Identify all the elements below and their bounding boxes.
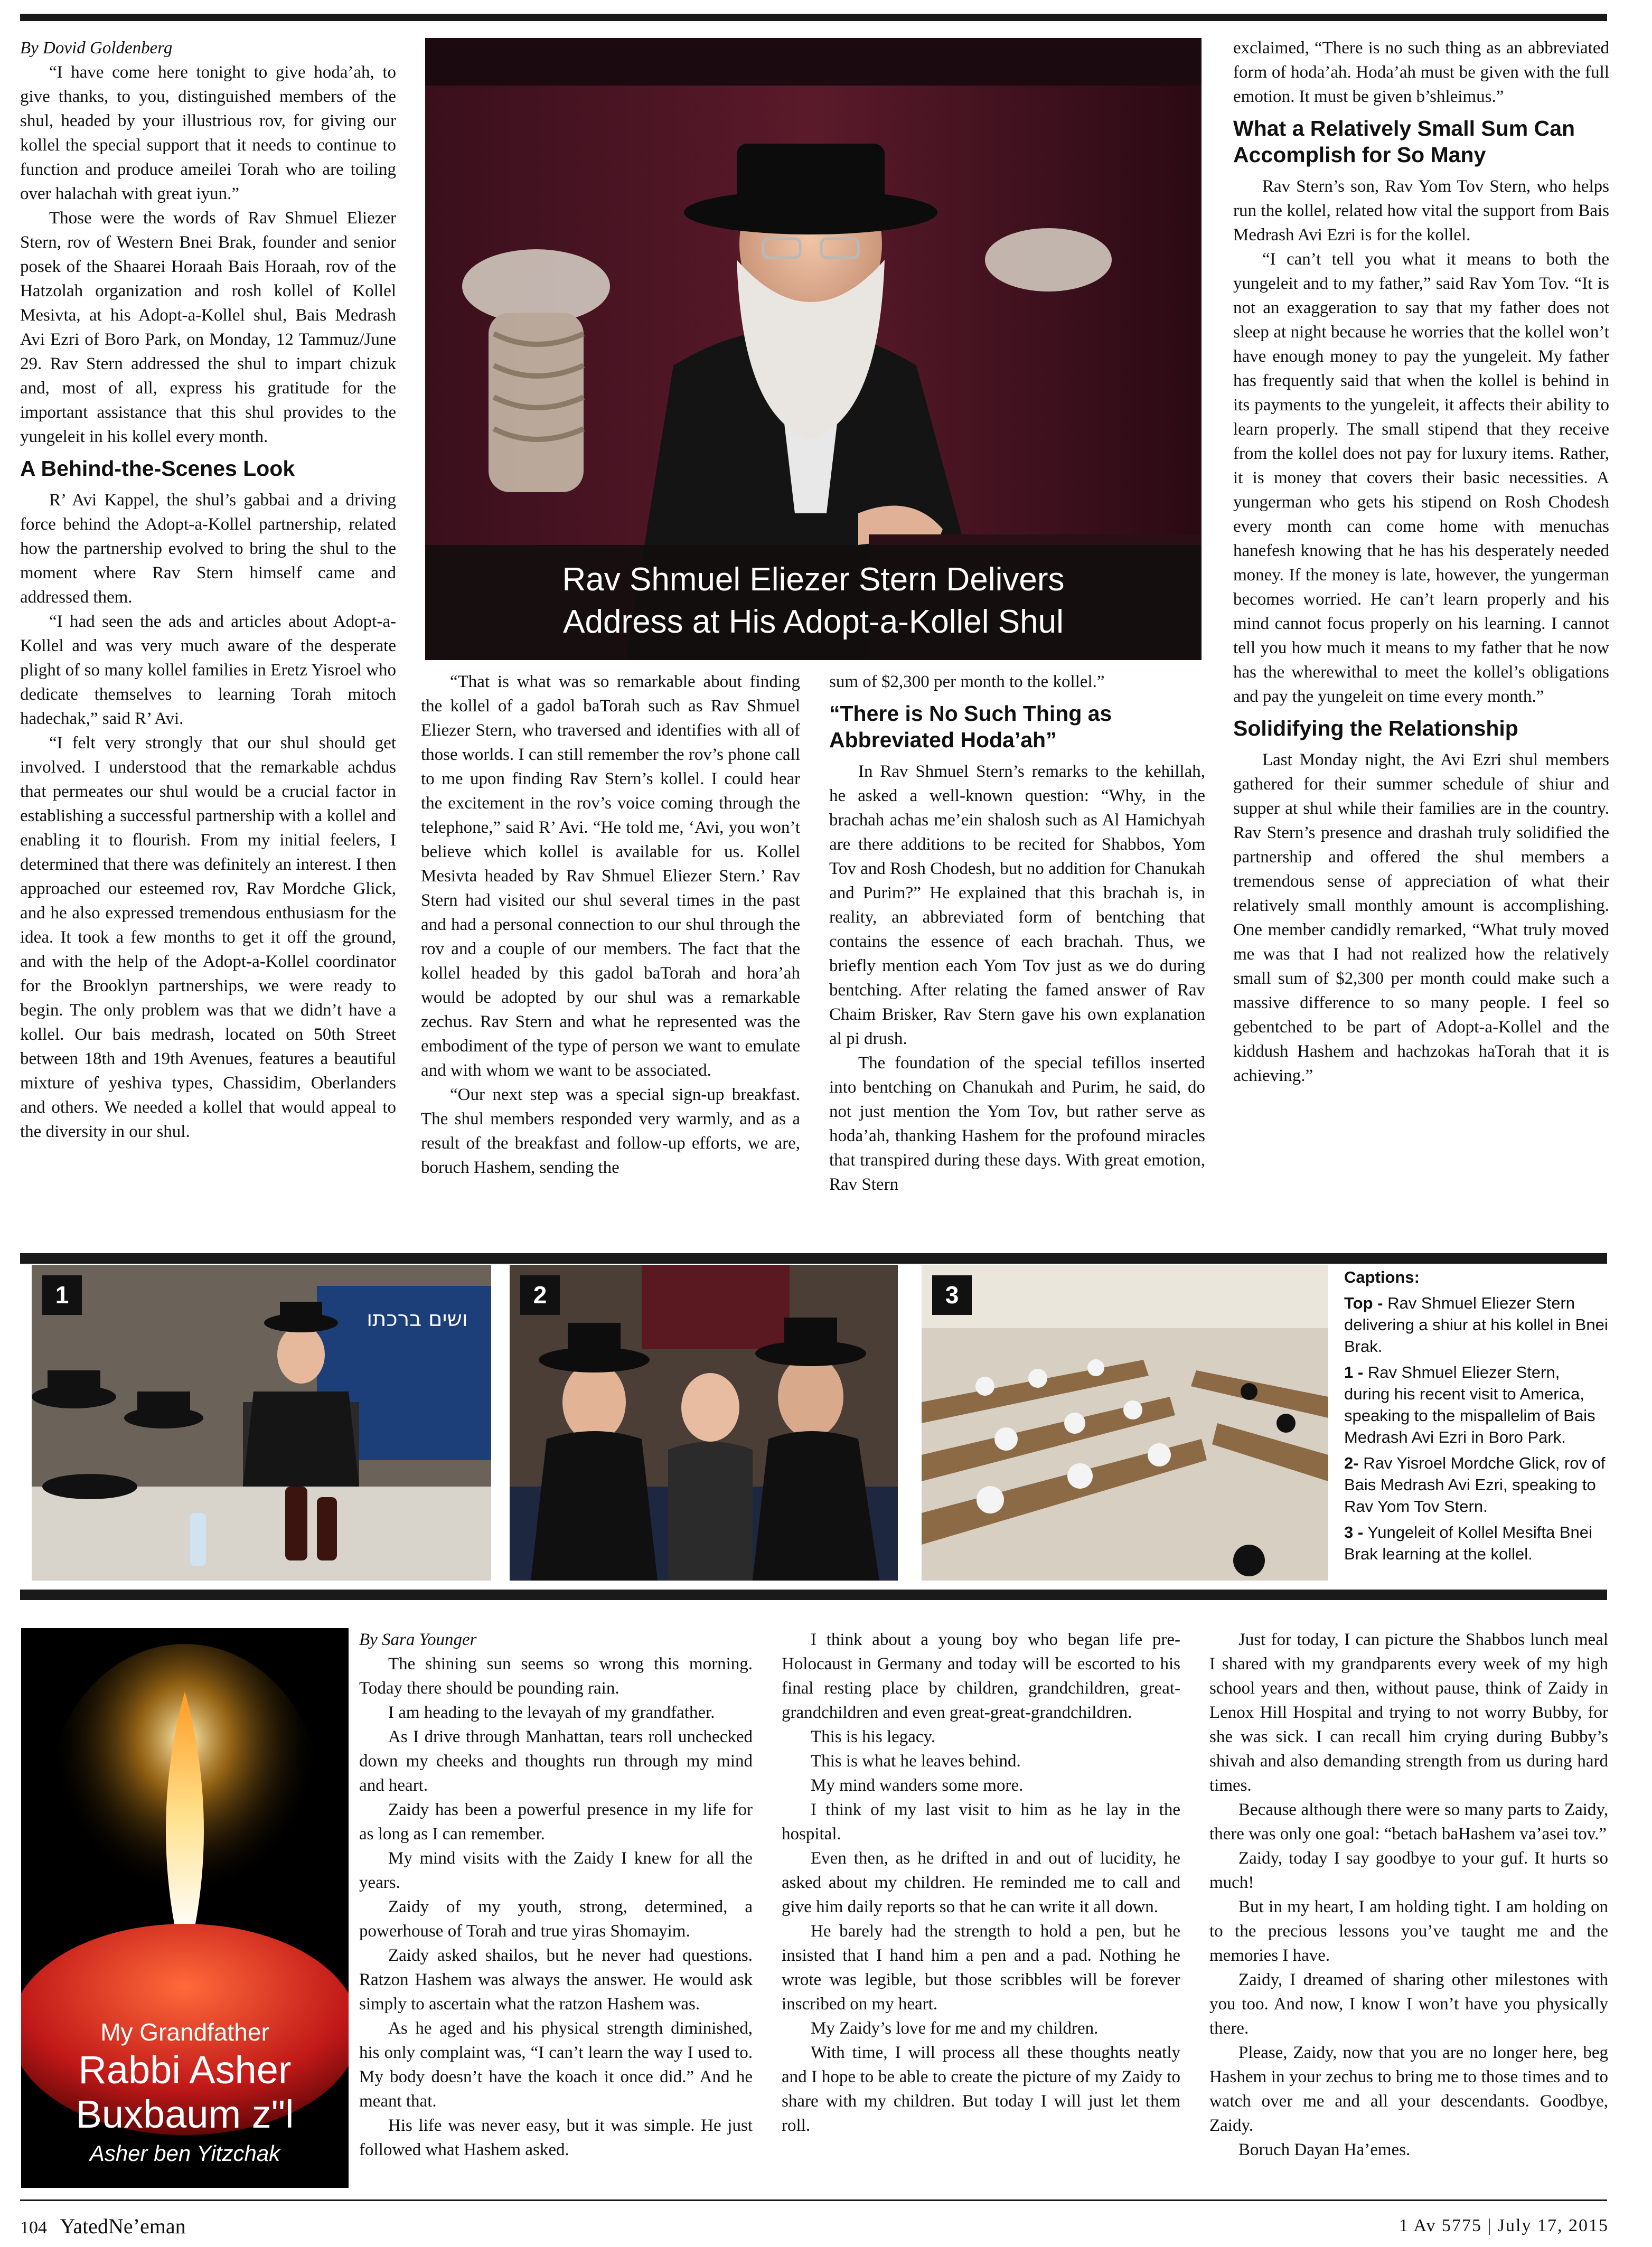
article1-column-3 [829,670,1205,1197]
paragraph: I am heading to the levayah of my grandfather. [388,1703,715,1722]
paragraph: Even then, as he drifted in and out of lucidity, he asked about my children. He reminded me to call and give him daily reports so that he can write it all down. [782,1849,1180,1916]
paragraph: As he aged and his physical strength diminished, his only complaint was, “I can’t learn the way I used to. My body doesn’t have the koach it once did.” And he meant that. [359,2019,753,2111]
paragraph: Zaidy asked shailos, but he never had questions. Ratzon Hashem was always the answer. He would ask simply to ascertain what the ratzon Hashem was. [359,1946,753,2014]
paragraph: This is what he leaves behind. [811,1752,1021,1771]
photo-2 [510,1265,898,1581]
paragraph: “I felt very strongly that our shul should get involved. I understood that the remarkable achdus that permeates our shul would be a crucial factor in establishing a successful partnership with a kollel and enabling it to flourish. From my initial feelers, I determined that there was definitely an interest. I then approached our esteemed rov, Rav Mordche Glick, and he also expressed tremendous enthusiasm for the idea. It took a few months to get it off the ground, and with the help of the Adopt-a-Kollel coordinator for the Brooklyn partnerships, we were ready to begin. The only problem was that we didn’t have a kollel. Our bais medrash, located on 50th Street between 18th and 19th Avenues, features a beautiful mixture of yeshiva types, Chassidim, Oberlanders and others. We needed a kollel that would appeal to the diversity in our shul. [20,734,396,1141]
photo-1 [32,1265,491,1581]
paragraph: This is his legacy. [811,1727,936,1746]
paragraph: sum of $2,300 per month to the kollel.” [829,672,1105,691]
photo-number-badge: 3 [932,1275,972,1315]
captions-box [1344,1266,1608,1569]
article2-column-2 [782,1628,1180,2138]
memorial-candle-box [21,1628,349,2188]
paragraph: His life was never easy, but it was simple. He just followed what Hashem asked. [359,2116,753,2159]
subheading: A Behind-the-Scenes Look [20,456,295,481]
paragraph: He barely had the strength to hold a pen, but he insisted that I hand him a pen and a pad. Nothing he wrote was legible, but those scribbles will be forever inscribed on my heart. [782,1922,1180,2014]
photo-number-badge: 1 [42,1275,82,1315]
article1-column-1 [20,36,396,1144]
footer-left [20,2214,186,2239]
paragraph: Zaidy has been a powerful presence in my life for as long as I can remember. [359,1800,753,1844]
paragraph: exclaimed, “There is no such thing as an abbreviated form of hoda’ah. Hoda’ah must be given with the full emotion. It must be given b’shleimus.” [1233,39,1609,106]
caption-2: 2- Rav Yisroel Mordche Glick, rov of Bais Medrash Avi Ezri, speaking to Rav Yom Tov Stern. [1344,1454,1606,1516]
byline: By Sara Younger [359,1630,477,1649]
paragraph: Rav Stern’s son, Rav Yom Tov Stern, who helps run the kollel, related how vital the support from Bais Medrash Avi Ezri is for the kollel. [1233,177,1609,245]
paragraph: My Zaidy’s love for me and my children. [811,2019,1099,2038]
paragraph: Zaidy, I dreamed of sharing other milestones with you too. And now, I know I won’t have you physically there. [1209,1970,1608,2038]
memorial-title [21,2016,349,2170]
paragraph: I think about a young boy who began life pre-Holocaust in Germany and today will be escorted to his final resting place by children, grandchildren, great-grandchildren and even great-great-grandchildren. [782,1630,1180,1722]
photo-number-badge: 2 [520,1275,560,1315]
article2-column-3 [1209,1628,1608,2162]
rabbis-conversing-image [510,1265,898,1581]
paragraph: “I can’t tell you what it means to both the yungeleit and to my father,” said Rav Yom Tov. “It is not an exaggeration to say that my father does not sleep at night because he worries that the kollel won’t have enough money to pay the yungeleit. My father has frequently said that when the kollel is behind in its payments to the yungeleit, it affects their ability to learn properly. The small stipend that they receive from the kollel does not pay for luxury items. Rather, it is money that covers their basic necessities. A yungerman who gets his stipend on Rosh Chodesh every month can come home with menuchas hanefesh knowing that he has his desperately needed money. If the money is late, however, the yungerman becomes worried. He can’t learn properly and his mind cannot focus properly on his learning. I cannot tell you how much it means to my father that he now has the wherewithal to meet the kollel’s obligations and pay the yungeleit on time every month.” [1233,250,1609,706]
captions-title: Captions: [1344,1268,1420,1286]
paragraph: “I had seen the ads and articles about Adopt-a-Kollel and was very much aware of the desperate plight of so many kollel families in Eretz Yisroel who dedicate themselves to learning Torah mitoch hadechak,” said R’ Avi. [20,612,396,728]
memorial-line-2: Rabbi Asher [78,2048,292,2092]
paragraph: R’ Avi Kappel, the shul’s gabbai and a driving force behind the Adopt-a-Kollel partnership, related how the partnership evolved to bring the shul to the moment where Rav Stern himself came and addressed them. [20,491,396,607]
paragraph: With time, I will process all these thoughts neatly and I hope to be able to create the picture of my Zaidy to share with my children. But today I will just let them roll. [782,2043,1180,2135]
paragraph: Please, Zaidy, now that you are no longer here, beg Hashem in your zechus to bring me to those times and to watch over me and all your descendants. Goodbye, Zaidy. [1209,2043,1608,2135]
paragraph: Because although there were so many parts to Zaidy, there was only one goal: “betach baHashem va’asei tov.” [1209,1800,1608,1844]
memorial-line-1: My Grandfather [100,2018,269,2046]
byline: By Dovid Goldenberg [20,39,173,58]
paragraph: My mind wanders some more. [811,1776,1024,1795]
photo-3 [922,1265,1328,1581]
paragraph: Boruch Dayan Ha’emes. [1238,2140,1411,2159]
memorial-line-4: Asher ben Yitzchak [89,2141,280,2166]
paragraph: My mind visits with the Zaidy I knew for all the years. [359,1849,753,1892]
study-hall-image [922,1265,1328,1581]
paragraph: But in my heart, I am holding tight. I am holding on to the precious lessons you’ve taught me and the memories I have. [1209,1897,1608,1965]
paragraph: The shining sun seems so wrong this morning. Today there should be pounding rain. [359,1654,753,1698]
footer-rule [20,2199,1607,2201]
photo-strip-bottom-rule [20,1590,1607,1600]
photo-strip-top-rule [20,1253,1607,1264]
caption-top: Top - Rav Shmuel Eliezer Stern delivering a shiur at his kollel in Bnei Brak. [1344,1294,1608,1356]
page-number: 104 [20,2218,47,2237]
caption-3: 3 - Yungeleit of Kollel Mesifta Bnei Brak learning at the kollel. [1344,1523,1592,1563]
caption-1: 1 - Rav Shmuel Eliezer Stern, during his recent visit to America, speaking to the mispallelim of Bais Medrash Avi Ezri in Boro Park. [1344,1363,1595,1446]
headline-banner [425,545,1202,660]
paragraph: In Rav Shmuel Stern’s remarks to the kehillah, he asked a well-known question: “Why, in the brachah achas me’ein shalosh such as Al Hamichyah are there additions to be recited for Shabbos, Yom Tov and Rosh Chodesh, but no addition for Chanukah and Purim?” He explained that this brachah is, in reality, an abbreviated form of bentching that contains the essence of each brachah. Thus, we briefly mention each Yom Tov just as we do during bentching. After relating the famed answer of Rav Chaim Brisker, Rav Stern gave his own explanation al pi drush. [829,762,1205,1048]
paragraph: As I drive through Manhattan, tears roll unchecked down my cheeks and thoughts run through my mind and heart. [359,1727,753,1795]
subheading: “There is No Such Thing as Abbreviated Hoda’ah” [829,701,1112,752]
paragraph: I think of my last visit to him as he lay in the hospital. [782,1800,1180,1844]
subheading: Solidifying the Relationship [1233,716,1518,740]
paragraph: “I have come here tonight to give hoda’ah, to give thanks, to you, distinguished members of the shul, headed by your illustrious rov, for giving our kollel the special support that it needs to continue to function and produce ameilei Torah who are toiling over halachah with great iyun.” [20,63,396,203]
article2-column-1 [359,1628,753,2162]
top-rule [20,14,1607,21]
headline-line-2: Address at His Adopt-a-Kollel Shul [563,604,1064,640]
article1-column-2 [421,670,800,1180]
paragraph: Those were the words of Rav Shmuel Eliezer Stern, rov of Western Bnei Brak, founder and senior posek of the Shaarei Horaah Bais Horaah, rov of the Hatzolah organization and rosh kollel of Kollel Mesivta, at his Adopt-a-Kollel shul, Bais Medrash Avi Ezri of Boro Park, on Monday, 12 Tammuz/June 29. Rav Stern addressed the shul to impart chizuk and, most of all, express his gratitude for the important assistance that this shul provides to the yungeleit in his kollel every month. [20,209,396,446]
paragraph: The foundation of the special tefillos inserted into bentching on Chanukah and Purim, he said, do not just mention the Yom Tov, but rather serve as hoda’ah, thanking Hashem for the profound miracles that transpired during these days. With great emotion, Rav Stern [829,1054,1205,1194]
paragraph: Last Monday night, the Avi Ezri shul members gathered for their summer schedule of shiur and supper at shul while their families are in the country. Rav Stern’s presence and drashah truly solidified the partnership and offered the shul members a tremendous sense of appreciation of what their relatively small monthly amount is accomplishing. One member candidly remarked, “What truly moved me was that I had not realized how the relatively small sum of $2,300 per month could make such a massive difference to so many people. I feel so gebentched to be part of Adopt-a-Kollel and the kiddush Hashem and hachzokas haTorah that it is achieving.” [1233,750,1609,1085]
publication-name: YatedNe’eman [60,2214,186,2238]
paragraph: “Our next step was a special sign-up breakfast. The shul members responded very warmly, and as a result of the breakfast and follow-up efforts, we are, boruch Hashem, sending the [421,1085,800,1177]
article1-column-4 [1233,36,1609,1088]
banner-text: ושים ברכתו [367,1307,468,1331]
footer-date: 1 Av 5775 | July 17, 2015 [1398,2216,1609,2235]
top-photo [425,38,1202,660]
paragraph: Zaidy, today I say goodbye to your guf. It hurts so much! [1209,1849,1608,1892]
memorial-line-3: Buxbaum z"l [76,2092,294,2136]
paragraph: “That is what was so remarkable about finding the kollel of a gadol baTorah such as Rav Shmuel Eliezer Stern, who traversed and identifies with all of those worlds. I can still remember the rov’s phone call to me upon finding Rav Stern’s kollel. I could hear the excitement in the rov’s voice coming through the telephone,” said R’ Avi. “He told me, ‘Avi, you won’t believe which kollel is available for us. Kollel Mesivta headed by Rav Shmuel Eliezer Stern.’ Rav Stern had visited our shul several times in the past and had a personal connection to our shul through the rov and a couple of our members. The fact that the kollel headed by this gadol baTorah and hora’ah would be adopted by our shul was a remarkable zechus. Rav Stern and what he represented was the embodiment of the type of person we want to emulate and with whom we want to be associated. [421,672,800,1080]
paragraph: Zaidy of my youth, strong, determined, a powerhouse of Torah and true yiras Shomayim. [359,1897,753,1941]
subheading: What a Relatively Small Sum Can Accomplish for So Many [1233,116,1575,167]
paragraph: Just for today, I can picture the Shabbos lunch meal I shared with my grandparents every week of my high school years and then, without pause, think of Zaidy in Lenox Hill Hospital and trying to not worry Bubby, for she was sick. I can recall him crying during Bubby’s shivah and also demanding strength from us during hard times. [1209,1630,1608,1795]
headline-line-1: Rav Shmuel Eliezer Stern Delivers [562,561,1065,598]
